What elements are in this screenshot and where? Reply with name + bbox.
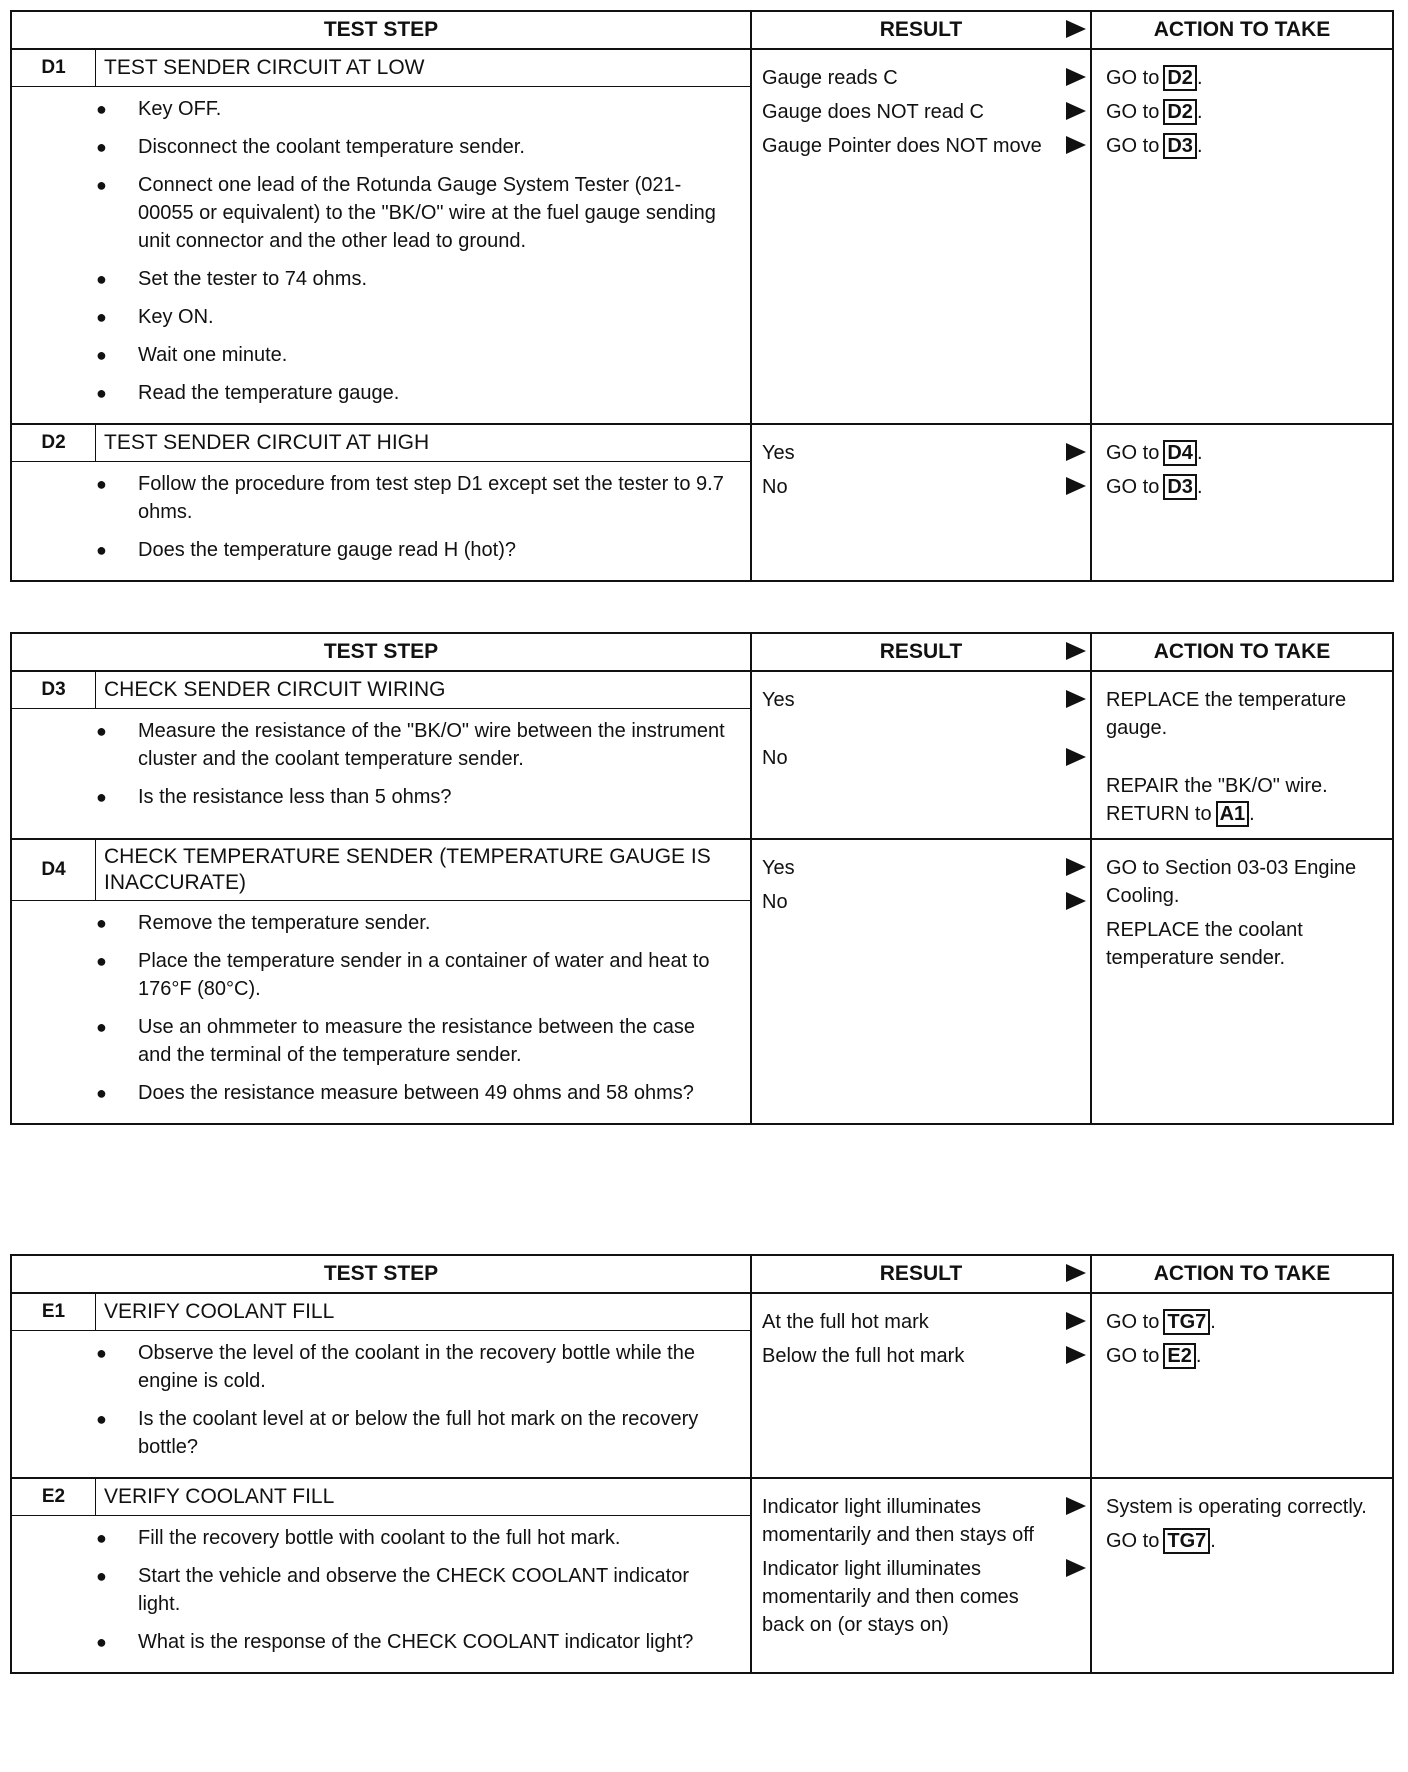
arrow-icon (1066, 1559, 1086, 1577)
instruction-item (96, 1339, 730, 1395)
test-step-cell (12, 1294, 752, 1477)
instruction-item (96, 470, 730, 526)
instruction-text: Connect one lead of the Rotunda Gauge System Tester (021-00055 or equivalent) to the "BK/O" wire at the fuel gauge sending unit connector and the other lead to ground. (138, 174, 716, 252)
action-cell (1092, 1479, 1392, 1672)
action-item (1092, 1342, 1392, 1370)
result-item (752, 98, 1090, 126)
step-reference-link[interactable]: E2 (1163, 1343, 1195, 1369)
step-id: D2 (12, 425, 96, 461)
result-text: At the full hot mark (762, 1311, 929, 1333)
action-item (1092, 772, 1392, 828)
action-item (1092, 1527, 1392, 1555)
arrow-icon (1066, 690, 1086, 708)
result-text: Yes (762, 442, 795, 464)
result-text: No (762, 747, 788, 769)
instruction-text: What is the response of the CHECK COOLANT indicator light? (138, 1631, 694, 1653)
instruction-text: Disconnect the coolant temperature sender. (138, 136, 525, 158)
instruction-item (96, 1079, 730, 1107)
test-step-cell (12, 425, 752, 580)
action-cell (1092, 50, 1392, 423)
result-text: Yes (762, 689, 795, 711)
step-reference-link[interactable]: D4 (1163, 440, 1197, 466)
result-cell (752, 50, 1092, 423)
step-instructions (12, 709, 750, 827)
table-header (12, 1256, 1392, 1294)
header-action: ACTION TO TAKE (1153, 640, 1331, 663)
step-id: E2 (12, 1479, 96, 1515)
header-test-step: TEST STEP (12, 1256, 752, 1292)
header-test-step: TEST STEP (12, 634, 752, 670)
action-text: System is operating correctly. (1106, 1496, 1367, 1518)
test-step-cell (12, 1479, 752, 1672)
bullet-icon: ● (96, 99, 107, 119)
result-cell (752, 1479, 1092, 1672)
instruction-text: Use an ohmmeter to measure the resistance between the case and the terminal of the temperature sender. (138, 1016, 695, 1066)
step-title-bar (12, 1294, 750, 1331)
bullet-icon: ● (96, 913, 107, 933)
action-text: REPLACE the temperature gauge. (1106, 689, 1347, 739)
result-text: Indicator light illuminates momentarily and then comes back on (or stays on) (762, 1558, 1019, 1636)
action-suffix: . (1196, 442, 1203, 464)
instruction-text: Observe the level of the coolant in the recovery bottle while the engine is cold. (138, 1342, 695, 1392)
arrow-icon (1066, 1264, 1086, 1282)
action-text: GO to Section 03-03 Engine Cooling. (1106, 857, 1357, 907)
test-step-row (12, 1479, 1392, 1672)
test-step-cell (12, 50, 752, 423)
arrow-icon (1066, 748, 1086, 766)
arrow-icon (1066, 102, 1086, 120)
action-item (1092, 916, 1392, 972)
result-item (752, 1555, 1090, 1639)
bullet-icon: ● (96, 307, 107, 327)
action-text: GO to (1106, 101, 1160, 123)
step-reference-link[interactable]: TG7 (1163, 1528, 1210, 1554)
test-step-row (12, 50, 1392, 425)
action-suffix: . (1210, 1530, 1216, 1552)
step-id: D3 (12, 672, 96, 708)
action-text: GO to (1106, 1311, 1160, 1333)
result-item (752, 686, 1090, 714)
result-cell (752, 840, 1092, 1123)
instruction-item (96, 1562, 730, 1618)
instruction-item (96, 1628, 730, 1656)
test-step-row (12, 840, 1392, 1123)
instruction-item (96, 303, 730, 331)
instruction-text: Is the coolant level at or below the full hot mark on the recovery bottle? (138, 1408, 699, 1458)
instruction-text: Set the tester to 74 ohms. (138, 268, 368, 290)
result-item (752, 64, 1090, 92)
result-item (752, 888, 1090, 916)
arrow-icon (1066, 1497, 1086, 1515)
result-item (752, 1308, 1090, 1336)
action-suffix: . (1196, 476, 1203, 498)
step-instructions (12, 901, 750, 1123)
action-item (1092, 473, 1392, 501)
diagnostic-table-2 (10, 632, 1394, 1125)
instruction-text: Key OFF. (138, 98, 222, 120)
step-id: E1 (12, 1294, 96, 1330)
action-suffix: . (1196, 101, 1203, 123)
arrow-icon (1066, 858, 1086, 876)
bullet-icon: ● (96, 175, 107, 195)
bullet-icon: ● (96, 1017, 107, 1037)
instruction-item (96, 1405, 730, 1461)
diagnostic-table-3 (10, 1254, 1394, 1674)
bullet-icon: ● (96, 951, 107, 971)
step-instructions (12, 87, 750, 423)
header-result (752, 1256, 1092, 1292)
header-action: ACTION TO TAKE (1153, 1262, 1331, 1285)
action-text: GO to (1106, 1530, 1160, 1552)
header-result-label: RESULT (879, 1262, 963, 1285)
step-title: TEST SENDER CIRCUIT AT HIGH (104, 431, 430, 454)
action-text: GO to (1106, 135, 1160, 157)
result-text: Indicator light illuminates momentarily and then stays off (762, 1496, 1034, 1546)
instruction-text: Key ON. (138, 306, 214, 328)
step-title: TEST SENDER CIRCUIT AT LOW (104, 56, 425, 79)
action-text: GO to (1106, 67, 1160, 89)
result-text: Below the full hot mark (762, 1345, 965, 1367)
result-item (752, 132, 1090, 160)
step-title: VERIFY COOLANT FILL (104, 1485, 335, 1508)
action-item (1092, 686, 1392, 742)
step-reference-link[interactable]: A1 (1216, 801, 1250, 827)
action-item (1092, 132, 1392, 160)
instruction-text: Start the vehicle and observe the CHECK COOLANT indicator light. (138, 1565, 689, 1615)
instruction-text: Measure the resistance of the "BK/O" wire between the instrument cluster and the coolant temperature sender. (138, 720, 725, 770)
action-cell (1092, 672, 1392, 838)
bullet-icon: ● (96, 787, 107, 807)
instruction-item (96, 171, 730, 255)
step-title-bar (12, 50, 750, 87)
instruction-item (96, 379, 730, 407)
bullet-icon: ● (96, 1632, 107, 1652)
instruction-item (96, 909, 730, 937)
instruction-item (96, 717, 730, 773)
instruction-item (96, 536, 730, 564)
arrow-icon (1066, 1312, 1086, 1330)
bullet-icon: ● (96, 1528, 107, 1548)
result-item (752, 1342, 1090, 1370)
step-instructions (12, 1516, 750, 1672)
bullet-icon: ● (96, 137, 107, 157)
arrow-icon (1066, 477, 1086, 495)
instruction-item (96, 133, 730, 161)
step-reference-link[interactable]: TG7 (1163, 1309, 1210, 1335)
action-suffix: . (1210, 1311, 1216, 1333)
table-header (12, 12, 1392, 50)
action-item (1092, 439, 1392, 467)
action-item (1092, 1493, 1392, 1521)
result-cell (752, 425, 1092, 580)
diagnostic-table-1 (10, 10, 1394, 582)
test-step-cell (12, 672, 752, 838)
instruction-item (96, 265, 730, 293)
action-cell (1092, 1294, 1392, 1477)
instruction-item (96, 341, 730, 369)
step-reference-link[interactable]: D3 (1163, 133, 1197, 159)
action-item (1092, 1308, 1392, 1336)
instruction-text: Follow the procedure from test step D1 except set the tester to 9.7 ohms. (138, 473, 724, 523)
bullet-icon: ● (96, 1409, 107, 1429)
bullet-icon: ● (96, 540, 107, 560)
instruction-text: Is the resistance less than 5 ohms? (138, 786, 452, 808)
instruction-text: Does the temperature gauge read H (hot)? (138, 539, 516, 561)
action-suffix: . (1195, 1345, 1202, 1367)
action-item (1092, 98, 1392, 126)
action-text: REPAIR the "BK/O" wire. RETURN to (1106, 775, 1328, 825)
result-text: Yes (762, 857, 795, 879)
table-header (12, 634, 1392, 672)
instruction-item (96, 1013, 730, 1069)
header-test-step: TEST STEP (12, 12, 752, 48)
result-item (752, 439, 1090, 467)
header-result-label: RESULT (879, 640, 963, 663)
arrow-icon (1066, 1346, 1086, 1364)
step-title-bar (12, 1479, 750, 1516)
step-title: CHECK TEMPERATURE SENDER (TEMPERATURE GAUGE IS INACCURATE) (104, 845, 711, 894)
bullet-icon: ● (96, 474, 107, 494)
instruction-item (96, 947, 730, 1003)
test-step-cell (12, 840, 752, 1123)
result-text: Gauge Pointer does NOT move (762, 135, 1042, 157)
instruction-text: Does the resistance measure between 49 ohms and 58 ohms? (138, 1082, 694, 1104)
header-result (752, 12, 1092, 48)
action-cell (1092, 425, 1392, 580)
instruction-text: Read the temperature gauge. (138, 382, 400, 404)
instruction-item (96, 783, 730, 811)
arrow-icon (1066, 136, 1086, 154)
step-title-bar (12, 425, 750, 462)
bullet-icon: ● (96, 1083, 107, 1103)
arrow-icon (1066, 443, 1086, 461)
header-result-label: RESULT (879, 18, 963, 41)
instruction-text: Wait one minute. (138, 344, 288, 366)
result-item (752, 854, 1090, 882)
step-instructions (12, 462, 750, 580)
step-title: VERIFY COOLANT FILL (104, 1300, 335, 1323)
action-suffix: . (1196, 67, 1203, 89)
header-result (752, 634, 1092, 670)
result-item (752, 744, 1090, 772)
step-reference-link[interactable]: D2 (1163, 65, 1197, 91)
step-title-bar (12, 840, 750, 901)
result-text: No (762, 891, 788, 913)
result-text: Gauge reads C (762, 67, 898, 89)
step-reference-link[interactable]: D2 (1163, 99, 1197, 125)
action-text: GO to (1106, 476, 1160, 498)
action-text: REPLACE the coolant temperature sender. (1106, 919, 1303, 969)
instruction-text: Remove the temperature sender. (138, 912, 431, 934)
action-cell (1092, 840, 1392, 1123)
instruction-text: Fill the recovery bottle with coolant to the full hot mark. (138, 1527, 621, 1549)
bullet-icon: ● (96, 269, 107, 289)
test-step-row (12, 425, 1392, 580)
step-id: D4 (12, 840, 96, 900)
arrow-icon (1066, 892, 1086, 910)
result-item (752, 1493, 1090, 1549)
step-title-bar (12, 672, 750, 709)
bullet-icon: ● (96, 383, 107, 403)
step-title: CHECK SENDER CIRCUIT WIRING (104, 678, 446, 701)
arrow-icon (1066, 20, 1086, 38)
bullet-icon: ● (96, 721, 107, 741)
bullet-icon: ● (96, 1566, 107, 1586)
instruction-item (96, 1524, 730, 1552)
action-suffix: . (1196, 135, 1203, 157)
test-step-row (12, 672, 1392, 840)
instruction-item (96, 95, 730, 123)
bullet-icon: ● (96, 345, 107, 365)
action-suffix: . (1249, 803, 1255, 825)
result-text: No (762, 476, 788, 498)
step-reference-link[interactable]: D3 (1163, 474, 1197, 500)
header-action: ACTION TO TAKE (1153, 18, 1331, 41)
arrow-icon (1066, 642, 1086, 660)
action-item (1092, 854, 1392, 910)
result-text: Gauge does NOT read C (762, 101, 984, 123)
bullet-icon: ● (96, 1343, 107, 1363)
step-id: D1 (12, 50, 96, 86)
action-text: GO to (1106, 1345, 1160, 1367)
action-text: GO to (1106, 442, 1160, 464)
step-instructions (12, 1331, 750, 1477)
test-step-row (12, 1294, 1392, 1479)
arrow-icon (1066, 68, 1086, 86)
result-cell (752, 1294, 1092, 1477)
instruction-text: Place the temperature sender in a container of water and heat to 176°F (80°C). (138, 950, 710, 1000)
result-cell (752, 672, 1092, 838)
action-item (1092, 64, 1392, 92)
result-item (752, 473, 1090, 501)
